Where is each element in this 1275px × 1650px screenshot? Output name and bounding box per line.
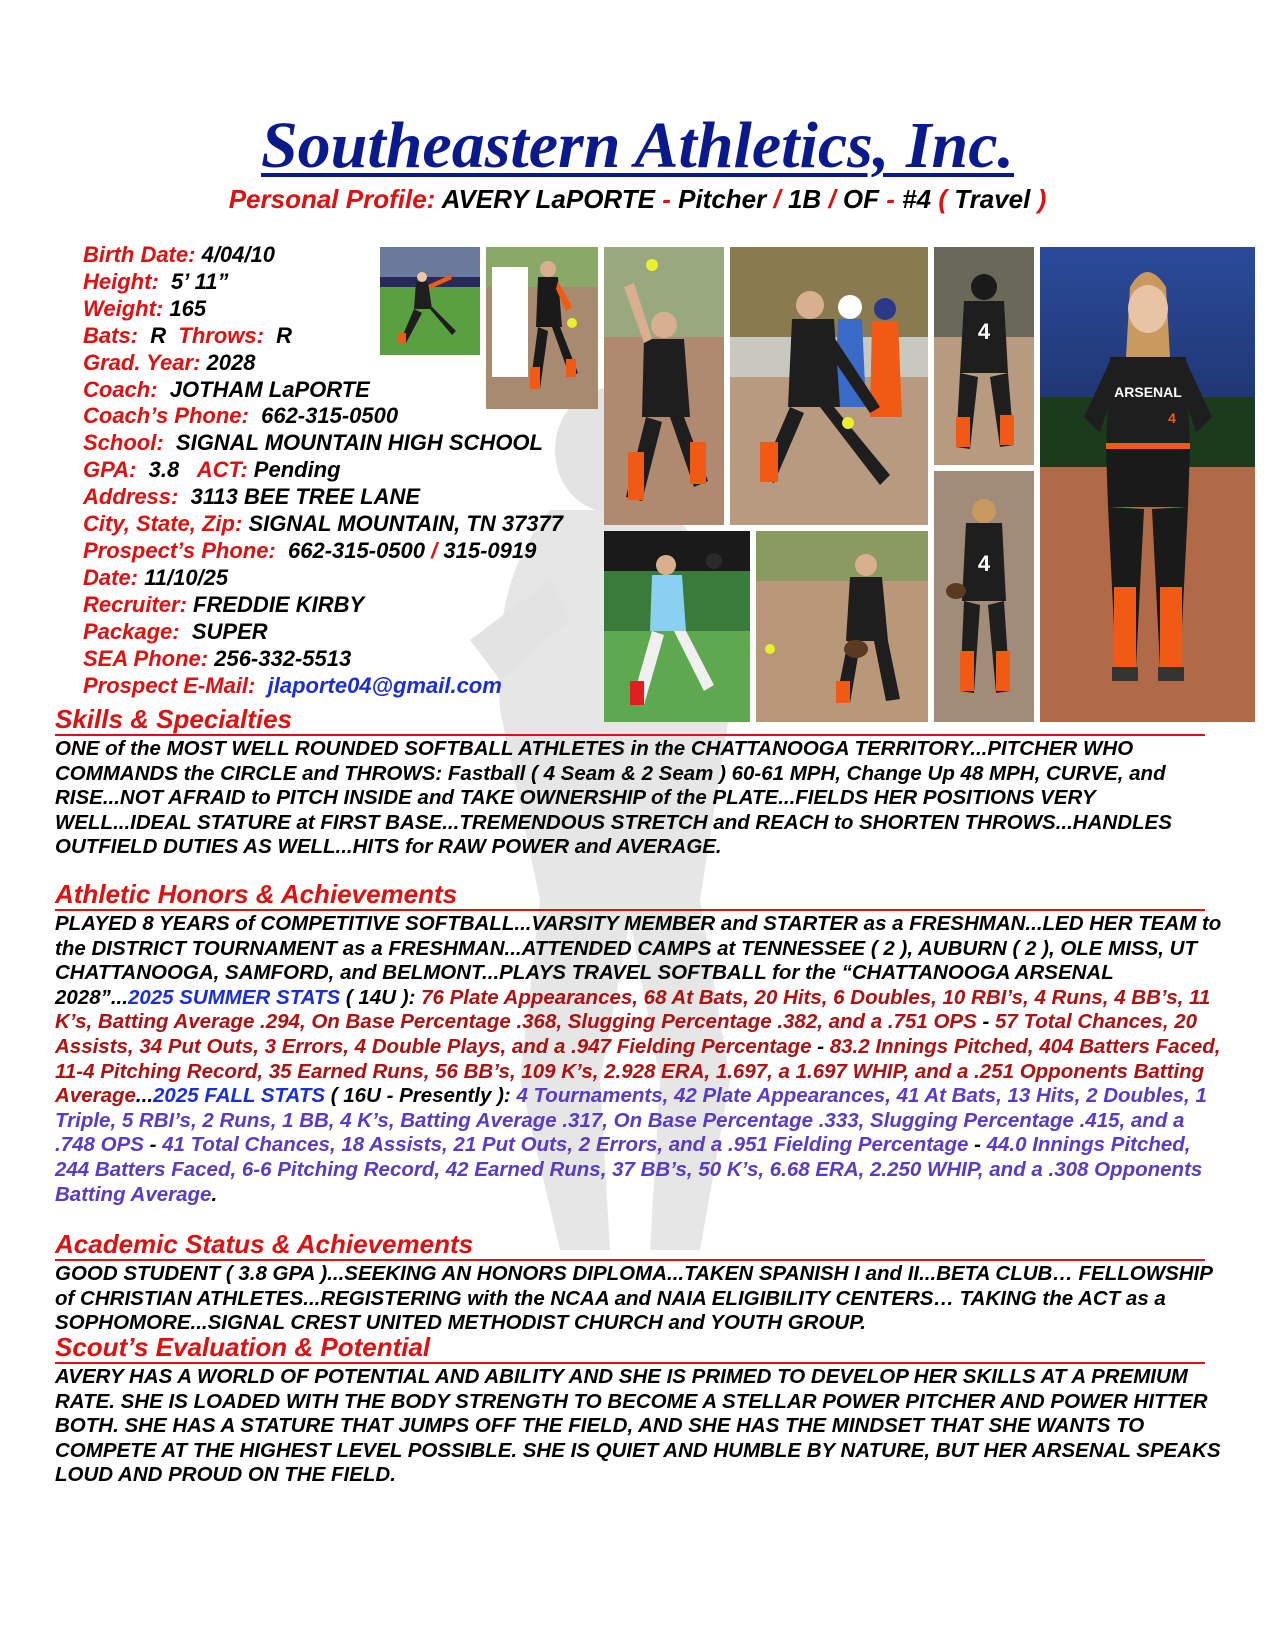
skills-heading: Skills & Specialties — [55, 705, 1205, 736]
photo-blue-uniform — [604, 531, 750, 722]
scout-heading: Scout’s Evaluation & Potential — [55, 1333, 1205, 1364]
info-grad-year: Grad. Year: 2028 — [83, 349, 256, 375]
section-athletic — [55, 880, 1225, 1207]
info-birth-date: Birth Date: 4/04/10 — [83, 242, 275, 267]
photo-back-view — [934, 247, 1034, 465]
profile-label: Personal Profile: — [228, 184, 436, 214]
info-weight: Weight: 165 — [83, 295, 207, 321]
info-date: Date: 11/10/25 — [83, 564, 229, 590]
photo-collage — [380, 247, 1255, 722]
position-pitcher: Pitcher — [678, 184, 767, 214]
scout-body: AVERY HAS A WORLD OF POTENTIAL AND ABILITY AND SHE IS PRIMED TO DEVELOP HER SKILLS AT A PREMIUM RATE. SHE IS LOADED WITH THE BODY STRENGTH TO BECOME A STELLAR POWER PITCHER AND POWER HITTER BOTH. SHE HAS A STATURE THAT JUMPS OFF THE FIELD, AND SHE HAS THE MINDSET THAT SHE WANTS TO COMPETE AT THE HIGHEST LEVEL POSSIBLE. SHE IS QUIET AND HUMBLE BY NATURE, BUT HER ARSENAL SPEAKS LOUD AND PROUD ON THE FIELD. — [55, 1365, 1221, 1487]
athletic-body: PLAYED 8 YEARS of COMPETITIVE SOFTBALL...VARSITY MEMBER and STARTER as a FRESHMAN...LED HER TEAM to the DISTRICT TOURNAMENT as a FRESHMAN...ATTENDED CAMPS at TENNESSEE ( 2 ), AUBURN ( 2 ), OLE MISS, UT CHATTANOOGA, SAMFORD, and BELMONT...PLAYS TRAVEL SOFTBALL for the “CHATTANOOGA ARSENAL 2028”...2025 SUMMER STATS ( 14U ): 76 Plate Appearances, 68 At Bats, 20 Hits, 6 Doubles, 10 RBI’s, 4 Runs, 4 BB’s, 11 K’s, Batting Average .294, On Base Percentage .368, Slugging Percentage .382, and a .751 OPS - 57 Total Chances, 20 Assists, 34 Put Outs, 3 Errors, 4 Double Plays, and a .947 Fielding Percentage - 83.2 Innings Pitched, 404 Batters Faced, 11-4 Pitching Record, 35 Earned Runs, 56 BB’s, 109 K’s, 2.928 ERA, 1.697, a 1.697 WHIP, and a .251 Opponents Batting Average...2025 FALL STATS ( 16U - Presently ): 4 Tournaments, 42 Plate Appearances, 41 At Bats, 13 Hits, 2 Doubles, 1 Triple, 5 RBI’s, 2 Runs, 1 BB, 4 K’s, Batting Average .317, On Base Percentage .333, Slugging Percentage .415, and a .748 OPS - 41 Total Chances, 18 Assists, 21 Put Outs, 2 Errors, and a .951 Fielding Percentage - 44.0 Innings Pitched, 244 Batters Faced, 6-6 Pitching Record, 42 Earned Runs, 37 BB’s, 50 K’s, 6.68 ERA, 2.250 WHIP, and a .308 Opponents Batting Average. — [55, 912, 1222, 1206]
jersey-number-back: 4 — [977, 319, 991, 344]
info-coach-phone: Coach’s Phone: 662-315-0500 — [83, 403, 399, 429]
page-title: Southeastern Athletics, Inc. — [260, 109, 1015, 182]
academic-heading: Academic Status & Achievements — [55, 1230, 1205, 1261]
photo-release — [604, 247, 724, 525]
photo-portrait — [1040, 247, 1255, 722]
section-academic — [55, 1230, 1225, 1336]
info-height: Height: 5’ 11” — [83, 268, 229, 294]
photo-walking — [934, 471, 1034, 722]
section-skills — [55, 705, 1225, 860]
info-package: Package: SUPER — [83, 618, 268, 644]
email-link[interactable]: jlaporte04@gmail.com — [267, 672, 502, 698]
info-address: Address: 3113 BEE TREE LANE — [83, 484, 421, 510]
athletic-heading: Athletic Honors & Achievements — [55, 880, 1205, 911]
info-school: School: SIGNAL MOUNTAIN HIGH SCHOOL — [83, 430, 543, 456]
info-gpa-act: GPA: 3.8 ACT: Pending — [83, 457, 341, 483]
info-recruiter: Recruiter: FREDDIE KIRBY — [83, 591, 365, 617]
photo-fielding — [756, 531, 928, 722]
position-outfield: OF — [842, 184, 880, 214]
svg-text:4: 4 — [1168, 410, 1176, 426]
athlete-name: AVERY LaPORTE — [441, 184, 655, 214]
info-sea-phone: SEA Phone: 256-332-5513 — [83, 645, 352, 671]
skills-body: ONE of the MOST WELL ROUNDED SOFTBALL ATHLETES in the CHATTANOOGA TERRITORY...PITCHER WHO COMMANDS the CIRCLE and THROWS: Fastball ( 4 Seam & 2 Seam ) 60-61 MPH, Change Up 48 MPH, CURVE, and RISE...NOT AFRAID to PITCH INSIDE and TAKE OWNERSHIP of the PLATE...FIELDS HER POSITIONS VERY WELL...IDEAL STATURE at FIRST BASE...TREMENDOUS STRETCH and REACH to SHORTEN THROWS...HANDLES OUTFIELD DUTIES AS WELL...HITS for RAW POWER and AVERAGE. — [55, 737, 1172, 859]
info-coach: Coach: JOTHAM LaPORTE — [83, 376, 370, 402]
photo-stride — [730, 247, 928, 525]
section-scout — [55, 1333, 1225, 1488]
photo-windup — [486, 247, 598, 409]
jersey-number: #4 — [902, 184, 932, 214]
info-city-state-zip: City, State, Zip: SIGNAL MOUNTAIN, TN 37377 — [83, 511, 564, 537]
academic-body: GOOD STUDENT ( 3.8 GPA )...SEEKING AN HONORS DIPLOMA...TAKEN SPANISH I and II...BETA CLUB… FELLOWSHIP of CHRISTIAN ATHLETES...REGISTERING with the NCAA and NAIA ELIGIBILITY CENTERS… TAKING the ACT as a SOPHOMORE...SIGNAL CREST UNITED METHODIST CHURCH and YOUTH GROUP. — [55, 1262, 1213, 1335]
photo-pitching-1 — [380, 247, 480, 355]
jersey-text-arsenal: ARSENAL — [1114, 384, 1182, 400]
profile-subtitle: Personal Profile: AVERY LaPORTE - Pitcher / 1B / OF - #4 ( Travel ) — [228, 184, 1047, 214]
info-email: Prospect E-Mail: jlaporte04@gmail.com — [83, 672, 502, 698]
position-first-base: 1B — [787, 184, 822, 214]
team-type: Travel — [954, 184, 1031, 214]
info-bats-throws: Bats: R Throws: R — [83, 322, 293, 348]
svg-text:4: 4 — [977, 551, 991, 576]
info-prospect-phone: Prospect’s Phone: 662-315-0500 / 315-0919 — [83, 537, 537, 563]
